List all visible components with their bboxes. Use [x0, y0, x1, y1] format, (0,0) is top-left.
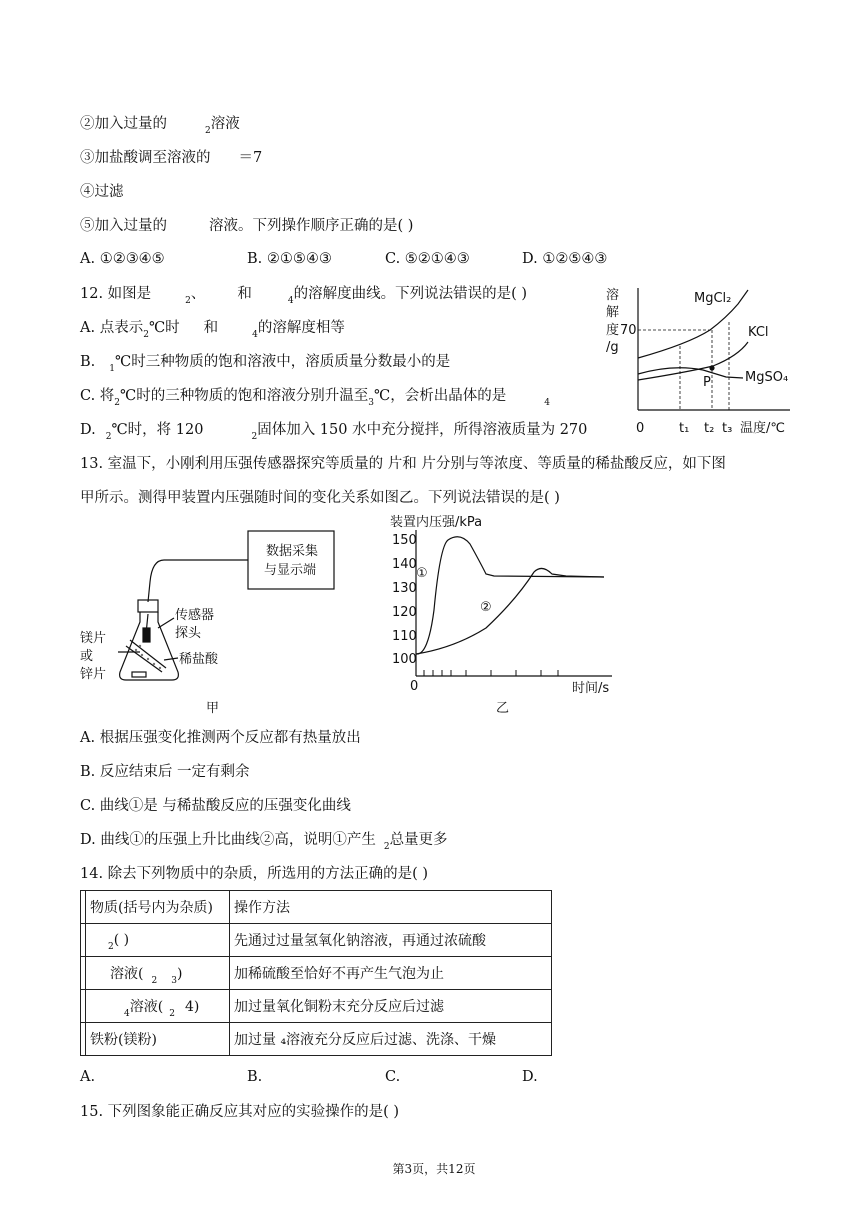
table-cell-method: 加稀硫酸至恰好不再产生气泡为止 — [230, 957, 552, 990]
solubility-label-p: P — [703, 375, 711, 390]
apparatus-figure — [74, 522, 364, 718]
q11-option-b: B. ②①⑤④③ — [247, 251, 332, 267]
table-row — [81, 924, 552, 957]
solubility-label-mgso4: MgSO₄ — [745, 370, 789, 385]
q14-table — [80, 890, 552, 1056]
table-cell-method: 加过量 ₄溶液充分反应后过滤、洗涤、干燥 — [230, 1023, 552, 1056]
pressure-caption: 乙 — [496, 701, 510, 716]
solubility-ylabel-1: 溶 — [606, 288, 620, 303]
solubility-ylabel-4: /g — [606, 340, 619, 355]
table-row — [81, 957, 552, 990]
table-header-substance: 物质(括号内为杂质) — [86, 891, 230, 924]
q11-step2: ②加入过量的 $_2$溶液 — [80, 116, 240, 136]
apparatus-acid: 稀盐酸 — [179, 652, 219, 667]
q14-option-a: A. — [80, 1069, 96, 1085]
solubility-y70: 70 — [620, 323, 637, 338]
table-cell-substance: $_4$溶液( $_2$ 4) — [86, 990, 230, 1023]
q13-stem-line1: 13. 室温下，小刚利用压强传感器探究等质量的 片和 片分别与等浓度、等质量的稀盐酸反应，如下图 — [80, 456, 726, 472]
pressure-tick-120: 120 — [392, 605, 417, 620]
solubility-xlabel: 温度/℃ — [740, 421, 785, 436]
table-cell-substance: 铁粉(镁粉) — [86, 1023, 230, 1056]
q14-option-d: D. — [522, 1069, 538, 1085]
table-row — [81, 1023, 552, 1056]
apparatus-metal-1: 镁片 — [80, 631, 107, 646]
q14-option-c: C. — [385, 1069, 401, 1085]
solubility-label-mgcl2: MgCl₂ — [694, 291, 732, 306]
q11-step3: ③加盐酸调至溶液的 ＝7 — [80, 150, 263, 166]
pressure-curve-2-label: ② — [480, 600, 492, 615]
pressure-curve-1-label: ① — [416, 566, 428, 581]
solubility-graph — [598, 282, 798, 442]
q12-option-a: A. 点表示$_2$℃时 和 $_4$的溶解度相等 — [80, 320, 345, 340]
apparatus-box-text-2: 与显示端 — [264, 563, 317, 578]
q12-stem: 12. 如图是 $_2$、 和 $_4$的溶解度曲线。下列说法错误的是( ) — [80, 286, 528, 306]
apparatus-metal-2: 或 — [80, 649, 94, 664]
apparatus-sensor-1: 传感器 — [175, 608, 215, 623]
pressure-origin: 0 — [410, 679, 419, 694]
table-row — [81, 990, 552, 1023]
pressure-graph — [376, 510, 626, 720]
q11-option-c: C. ⑤②①④③ — [385, 251, 470, 267]
q11-step5: ⑤加入过量的 溶液。下列操作顺序正确的是( ) — [80, 218, 414, 234]
solubility-t2: t₂ — [704, 421, 715, 436]
solubility-ylabel-2: 解 — [606, 305, 620, 320]
q13-option-a: A. 根据压强变化推测两个反应都有热量放出 — [80, 730, 361, 746]
q13-option-c: C. 曲线①是 与稀盐酸反应的压强变化曲线 — [80, 798, 351, 814]
q13-stem-line2: 甲所示。测得甲装置内压强随时间的变化关系如图乙。下列说法错误的是( ) — [80, 490, 560, 506]
solubility-label-kcl: KCl — [748, 325, 769, 340]
apparatus-metal-3: 锌片 — [80, 667, 107, 682]
pressure-xlabel: 时间/s — [572, 681, 610, 696]
solubility-t1: t₁ — [679, 421, 690, 436]
solubility-t3: t₃ — [722, 421, 733, 436]
table-cell-substance: 溶液( $_2$ $_3$) — [86, 957, 230, 990]
pressure-ylabel: 装置内压强/kPa — [390, 515, 483, 530]
apparatus-caption: 甲 — [206, 701, 220, 716]
pressure-tick-150: 150 — [392, 533, 417, 548]
table-cell-method: 先通过过量氢氧化钠溶液，再通过浓硫酸 — [230, 924, 552, 957]
pressure-tick-100: 100 — [392, 652, 417, 667]
q14-option-b: B. — [247, 1069, 263, 1085]
q12-option-d: D. $_2$℃时，将 120 $_2$固体加入 150 水中充分搅拌，所得溶液质量为 270 — [80, 422, 588, 442]
q13-option-b: B. 反应结束后 一定有剩余 — [80, 764, 250, 780]
q11-step4: ④过滤 — [80, 184, 124, 200]
table-header-method: 操作方法 — [230, 891, 552, 924]
table-header-row — [81, 891, 552, 924]
table-cell-substance: $_2$( ) — [86, 924, 230, 957]
table-cell-method: 加过量氧化铜粉末充分反应后过滤 — [230, 990, 552, 1023]
solubility-origin: 0 — [636, 421, 645, 436]
q15-stem: 15. 下列图象能正确反应其对应的实验操作的是( ) — [80, 1104, 400, 1120]
page-footer: 第3页，共12页 — [392, 1162, 476, 1176]
q12-option-c: C. 将$_2$℃时的三种物质的饱和溶液分别升温至$_3$℃，会析出晶体的是 $_4$ — [80, 388, 550, 408]
q11-option-a: A. ①②③④⑤ — [80, 251, 165, 267]
apparatus-box-text-1: 数据采集 — [266, 544, 319, 559]
q11-option-d: D. ①②⑤④③ — [522, 251, 608, 267]
q12-option-b: B. $_1$℃时三种物质的饱和溶液中，溶质质量分数最小的是 — [80, 354, 451, 374]
solubility-ylabel-3: 度 — [606, 323, 620, 338]
q13-option-d: D. 曲线①的压强上升比曲线②高，说明①产生 $_2$总量更多 — [80, 832, 448, 852]
apparatus-sensor-2: 探头 — [175, 626, 202, 641]
q14-stem: 14. 除去下列物质中的杂质，所选用的方法正确的是( ) — [80, 866, 429, 882]
pressure-tick-110: 110 — [392, 629, 417, 644]
pressure-tick-130: 130 — [392, 581, 417, 596]
pressure-tick-140: 140 — [392, 557, 417, 572]
